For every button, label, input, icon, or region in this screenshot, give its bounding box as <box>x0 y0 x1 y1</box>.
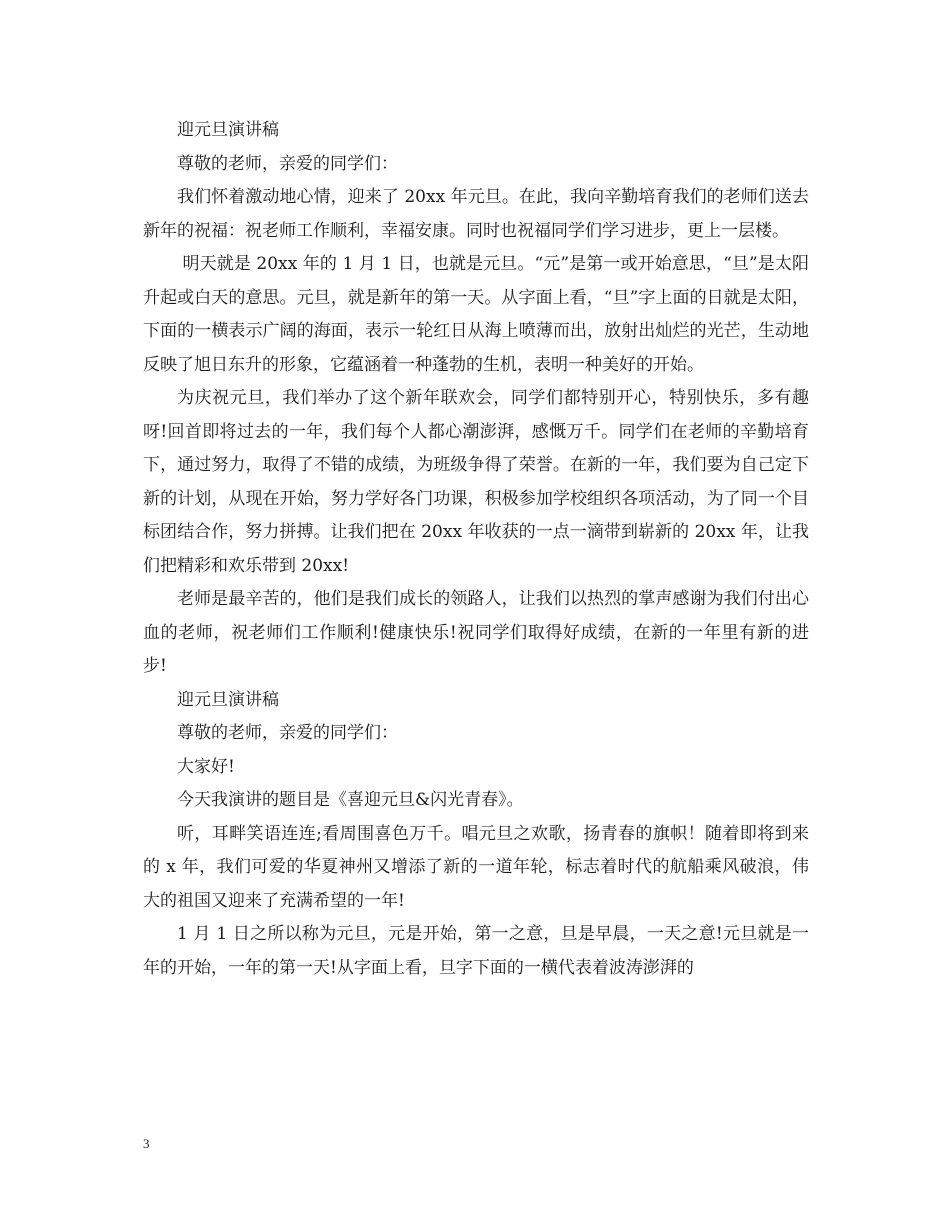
body-paragraph: 我们怀着激动地心情，迎来了 20xx 年元旦。在此，我向辛勤培育我们的老师们送去新年的祝福：祝老师工作顺利，幸福安康。同时也祝福同学们学习进步，更上一层楼。 <box>143 187 809 241</box>
body-paragraph: 听，耳畔笑语连连;看周围喜色万千。唱元旦之欢歌，扬青春的旗帜！随着即将到来的 x 年，我们可爱的华夏神州又增添了新的一道年轮，标志着时代的航船乘风破浪，伟大的祖国又迎来了充满希望的一年! <box>143 823 809 911</box>
document-body <box>143 114 809 985</box>
salutation: 尊敬的老师，亲爱的同学们： <box>177 723 398 743</box>
page-number: 3 <box>143 1136 150 1151</box>
body-paragraph: 今天我演讲的题目是《喜迎元旦&闪光青春》。 <box>177 790 524 810</box>
section-title: 迎元旦演讲稿 <box>177 689 279 710</box>
greeting: 大家好! <box>177 756 235 777</box>
salutation: 尊敬的老师，亲爱的同学们： <box>177 153 398 174</box>
section-title: 迎元旦演讲稿 <box>177 120 279 140</box>
body-paragraph: 老师是最辛苦的，他们是我们成长的领路人，让我们以热烈的掌声感谢为我们付出心血的老师，祝老师们工作顺利!健康快乐!祝同学们取得好成绩，在新的一年里有新的进步! <box>143 589 809 676</box>
body-paragraph: 为庆祝元旦，我们举办了这个新年联欢会，同学们都特别开心，特别快乐，多有趣呀!回首即将过去的一年，我们每个人都心潮澎湃，感慨万千。同学们在老师的辛勤培育下，通过努力，取得了不错的成绩，为班级争得了荣誉。在新的一年，我们要为自己定下新的计划，从现在开始，努力学好各门功课，积极参加学校组织各项活动，为了同一个目标团结合作，努力拼搏。让我们把在 20xx 年收获的一点一滴带到崭新的 20xx 年，让我们把精彩和欢乐带到 20xx! <box>143 388 809 576</box>
body-paragraph: 明天就是 20xx 年的 1 月 1 日，也就是元旦。“元”是第一或开始意思，“旦”是太阳升起或白天的意思。元旦，就是新年的第一天。从字面上看，“旦”字上面的日就是太阳，下面的一横表示广阔的海面，表示一轮红日从海上喷薄而出，放射出灿烂的光芒，生动地反映了旭日东升的形象，它蕴涵着一种蓬勃的生机，表明一种美好的开始。 <box>143 254 810 375</box>
body-paragraph: 1 月 1 日之所以称为元旦，元是开始，第一之意，旦是早晨，一天之意!元旦就是一年的开始，一年的第一天!从字面上看，旦字下面的一横代表着波涛澎湃的 <box>143 924 809 978</box>
